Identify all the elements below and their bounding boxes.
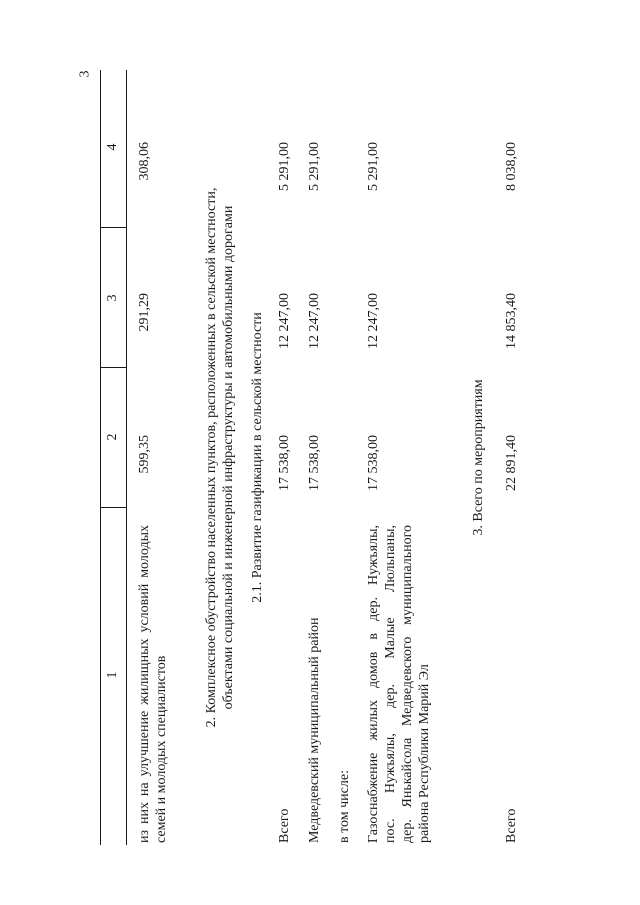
rotated-table-page [100, 70, 560, 845]
row-district-value-3: 12 247,00 [307, 293, 322, 349]
column-header-1: 1 [105, 671, 120, 679]
column-divider [100, 367, 126, 368]
section-2-title-line2: объектами социальной и инженерной инфраструктуры и автомобильными дорогами [221, 205, 236, 710]
row-district-label: Медведевский муниципальный район [307, 617, 322, 843]
row-district-value-2: 17 538,00 [307, 435, 322, 491]
row-gas-value-2: 17 538,00 [366, 435, 381, 491]
row-all-total-value-2: 22 891,40 [504, 435, 519, 491]
row-total-value-3: 12 247,00 [277, 293, 292, 349]
row-all-total-value-3: 14 853,40 [504, 293, 519, 349]
table-header-rule [126, 70, 127, 845]
row-gas-value-3: 12 247,00 [366, 293, 381, 349]
section-2-title-line1: 2. Комплексное обустройство населенных пунктов, расположенных в сельской местности, [204, 187, 219, 728]
including-label: в том числе: [337, 770, 352, 843]
column-header-2: 2 [105, 433, 120, 441]
row-gas-value-4: 5 291,00 [366, 142, 381, 191]
row-total-value-2: 17 538,00 [277, 435, 292, 491]
column-header-3: 3 [105, 294, 120, 302]
column-divider [100, 227, 126, 228]
row-gas-label-line3: дер. Янькайсола Медведевского муниципального [400, 525, 415, 843]
row-gas-label-line1: Газоснабжение жилых домов в дер. Нужъялы, [366, 525, 381, 843]
row-improvement-label-line1: из них на улучшение жилищных условий молодых [137, 525, 152, 843]
row-improvement-value-4: 308,06 [137, 142, 152, 181]
row-gas-label-line4: района Республики Марий Эл [417, 664, 432, 843]
page-number: 3 [77, 70, 93, 78]
row-improvement-value-2: 599,35 [137, 435, 152, 474]
row-improvement-label-line2: семей и молодых специалистов [154, 655, 169, 843]
subsection-2-1-title: 2.1. Развитие газификации в сельской местности [250, 312, 265, 603]
section-3-title: 3. Всего по мероприятиям [471, 379, 486, 536]
row-district-value-4: 5 291,00 [307, 142, 322, 191]
table-top-rule [100, 70, 101, 845]
row-total-value-4: 5 291,00 [277, 142, 292, 191]
column-divider [100, 507, 126, 508]
row-total-label: Всего [277, 808, 292, 843]
row-improvement-value-3: 291,29 [137, 293, 152, 332]
column-header-4: 4 [105, 143, 120, 151]
row-gas-label-line2: пос. Нужъялы, дер. Малые Люльпаны, [383, 525, 398, 843]
row-all-total-label: Всего [504, 808, 519, 843]
row-all-total-value-4: 8 038,00 [504, 142, 519, 191]
